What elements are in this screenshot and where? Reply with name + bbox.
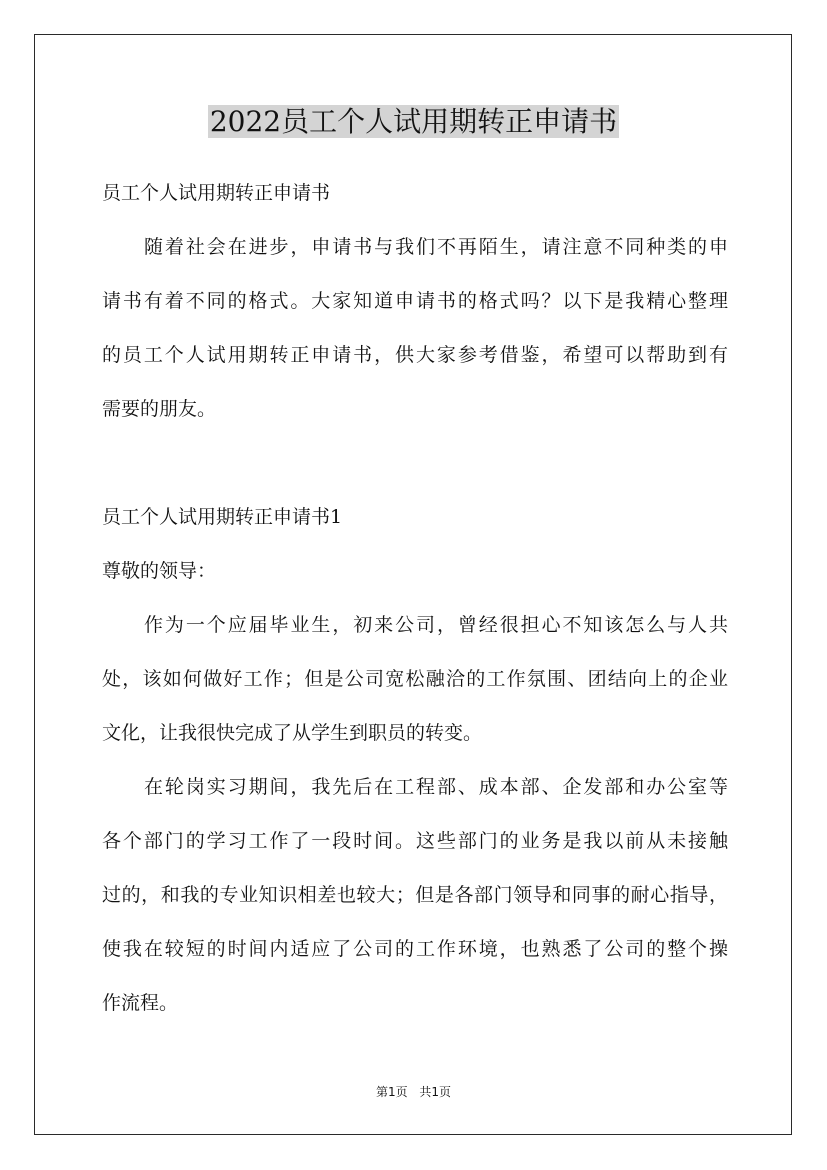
paragraph-line: 在轮岗实习期间，我先后在工程部、成本部、企发部和办公室等 bbox=[144, 776, 728, 798]
page-footer bbox=[0, 1083, 827, 1101]
paragraph-line: 各个部门的学习工作了一段时间。这些部门的业务是我以前从未接触 bbox=[102, 830, 728, 852]
document-body bbox=[102, 166, 728, 1030]
section-heading: 员工个人试用期转正申请书 bbox=[102, 182, 331, 204]
page-total: 共1页 bbox=[419, 1085, 452, 1099]
paragraph-line: 文化，让我很快完成了从学生到职员的转变。 bbox=[102, 722, 483, 744]
paragraph-line: 作流程。 bbox=[102, 992, 179, 1014]
document-title bbox=[0, 102, 827, 142]
paragraph-line: 的员工个人试用期转正申请书，供大家参考借鉴，希望可以帮助到有 bbox=[102, 344, 728, 366]
paragraph-line: 使我在较短的时间内适应了公司的工作环境，也熟悉了公司的整个操 bbox=[102, 938, 728, 960]
page-number: 第1页 bbox=[375, 1085, 408, 1099]
section-heading: 员工个人试用期转正申请书1 bbox=[102, 506, 343, 528]
salutation: 尊敬的领导： bbox=[102, 560, 217, 582]
blank-line bbox=[102, 436, 728, 490]
paragraph-line: 随着社会在进步，申请书与我们不再陌生，请注意不同种类的申 bbox=[144, 236, 728, 258]
paragraph-line: 需要的朋友。 bbox=[102, 398, 217, 420]
paragraph-line: 请书有着不同的格式。大家知道申请书的格式吗？以下是我精心整理 bbox=[102, 290, 728, 312]
paragraph-line: 作为一个应届毕业生，初来公司，曾经很担心不知该怎么与人共 bbox=[144, 614, 728, 636]
paragraph-line: 过的，和我的专业知识相差也较大；但是各部门领导和同事的耐心指导， bbox=[102, 884, 728, 906]
document-title-text: 2022员工个人试用期转正申请书 bbox=[209, 105, 618, 138]
paragraph-line: 处，该如何做好工作；但是公司宽松融洽的工作氛围、团结向上的企业 bbox=[102, 668, 728, 690]
